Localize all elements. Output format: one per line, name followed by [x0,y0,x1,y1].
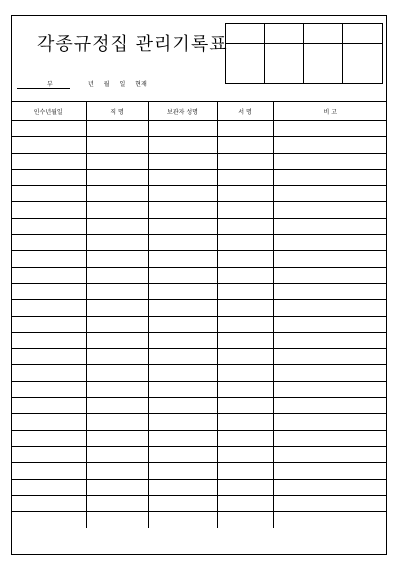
table-cell [273,153,387,169]
table-cell [273,137,387,153]
table-cell [86,121,148,137]
table-cell [86,202,148,218]
table-cell [217,300,273,316]
table-cell [148,283,217,299]
table-cell [86,267,148,283]
table-row [11,349,387,365]
table-row [11,251,387,267]
table-cell [217,495,273,511]
table-row [11,332,387,348]
table-cell [86,430,148,446]
table-body [11,121,387,528]
table-cell [11,251,86,267]
table-cell [86,365,148,381]
table-cell [11,365,86,381]
table-row [11,153,387,169]
table-row [11,365,387,381]
table-cell [86,169,148,185]
table-row [11,202,387,218]
table-cell [86,218,148,234]
department-underline [17,88,70,89]
column-header-position: 직 명 [86,102,148,121]
table-cell [217,446,273,462]
table-cell [86,349,148,365]
approval-header-cell [265,24,304,44]
table-cell [217,332,273,348]
table-cell [217,512,273,528]
table-cell [273,512,387,528]
table-cell [148,218,217,234]
table-cell [217,169,273,185]
table-cell [11,153,86,169]
table-row [11,300,387,316]
table-cell [11,283,86,299]
approval-header-cell [304,24,343,44]
table-cell [273,186,387,202]
approval-sign-cell [343,44,382,83]
table-cell [217,398,273,414]
table-cell [11,121,86,137]
table-row [11,381,387,397]
table-cell [11,218,86,234]
table-cell [11,316,86,332]
table-cell [273,446,387,462]
table-cell [86,463,148,479]
approval-sign-cell [226,44,265,83]
table-cell [148,235,217,251]
table-cell [86,332,148,348]
table-row [11,430,387,446]
table-cell [148,479,217,495]
table-cell [148,349,217,365]
department-label: 부 [47,81,53,88]
table-cell [217,218,273,234]
table-cell [86,251,148,267]
table-cell [11,512,86,528]
table-cell [148,430,217,446]
table-cell [11,381,86,397]
table-cell [11,235,86,251]
table-cell [273,316,387,332]
table-cell [148,251,217,267]
column-header-custodian-name: 보관자 성명 [148,102,217,121]
day-label: 일 [119,81,126,88]
table-cell [273,202,387,218]
table-cell [11,300,86,316]
table-cell [148,316,217,332]
table-cell [148,398,217,414]
table-cell [273,365,387,381]
column-header-signature: 서 명 [217,102,273,121]
table-cell [217,235,273,251]
table-cell [148,186,217,202]
table-row [11,446,387,462]
table-cell [86,300,148,316]
table-cell [273,169,387,185]
table-header-row [11,102,387,121]
table-cell [11,414,86,430]
table-cell [273,463,387,479]
table-cell [273,235,387,251]
approval-header-cell [343,24,382,44]
table-row [11,398,387,414]
table-cell [86,495,148,511]
table-cell [86,414,148,430]
table-cell [273,251,387,267]
table-cell [11,186,86,202]
table-cell [148,414,217,430]
table-cell [148,463,217,479]
table-row [11,218,387,234]
table-row [11,414,387,430]
table-cell [217,414,273,430]
table-row [11,283,387,299]
table-cell [217,316,273,332]
table-row [11,267,387,283]
table-cell [273,300,387,316]
table-cell [217,267,273,283]
column-header-remarks: 비 고 [273,102,387,121]
table-row [11,137,387,153]
table-row [11,169,387,185]
table-cell [273,267,387,283]
table-cell [273,495,387,511]
table-cell [148,267,217,283]
table-cell [11,137,86,153]
table-cell [217,121,273,137]
table-cell [148,365,217,381]
table-cell [217,186,273,202]
approval-sign-cell [265,44,304,83]
table-cell [217,137,273,153]
table-cell [86,381,148,397]
table-cell [86,186,148,202]
approval-box [225,23,383,84]
table-row [11,235,387,251]
table-cell [217,479,273,495]
table-cell [217,153,273,169]
table-cell [86,153,148,169]
month-label: 월 [103,81,110,88]
document-title: 각종규정집 관리기록표 [37,34,228,55]
table-cell [273,381,387,397]
table-cell [11,495,86,511]
table-cell [148,495,217,511]
table-row [11,121,387,137]
table-cell [11,398,86,414]
table-cell [148,381,217,397]
table-cell [217,251,273,267]
table-cell [86,137,148,153]
approval-header-cell [226,24,265,44]
table-cell [11,332,86,348]
table-cell [11,446,86,462]
table-cell [273,479,387,495]
table-cell [86,479,148,495]
current-date-line [88,79,155,88]
table-cell [11,267,86,283]
table-cell [148,446,217,462]
current-label: 현재 [135,81,147,88]
table-cell [11,349,86,365]
table-row [11,512,387,528]
table-cell [148,300,217,316]
table-cell [86,235,148,251]
table-row [11,495,387,511]
table-row [11,316,387,332]
table-cell [273,218,387,234]
table-cell [11,479,86,495]
year-label: 년 [88,81,94,88]
table-cell [148,202,217,218]
table-row [11,463,387,479]
table-cell [217,463,273,479]
table-cell [86,446,148,462]
table-cell [11,202,86,218]
table-cell [273,349,387,365]
table-cell [86,316,148,332]
approval-sign-cell [304,44,343,83]
table-row [11,479,387,495]
table-cell [148,153,217,169]
table-cell [11,430,86,446]
table-cell [86,283,148,299]
table-cell [217,381,273,397]
column-header-receipt-date: 인수년월일 [11,102,86,121]
table-cell [86,512,148,528]
table-cell [217,349,273,365]
table-cell [217,202,273,218]
table-row [11,186,387,202]
table-cell [86,398,148,414]
table-cell [273,398,387,414]
table-cell [273,121,387,137]
table-cell [148,512,217,528]
table-cell [273,430,387,446]
table-cell [11,463,86,479]
table-cell [148,332,217,348]
table-cell [11,169,86,185]
table-cell [148,121,217,137]
table-cell [273,414,387,430]
table-cell [273,332,387,348]
table-cell [217,283,273,299]
table-cell [217,365,273,381]
table-cell [217,430,273,446]
records-table [11,101,387,528]
table-cell [148,169,217,185]
table-cell [148,137,217,153]
table-cell [273,283,387,299]
